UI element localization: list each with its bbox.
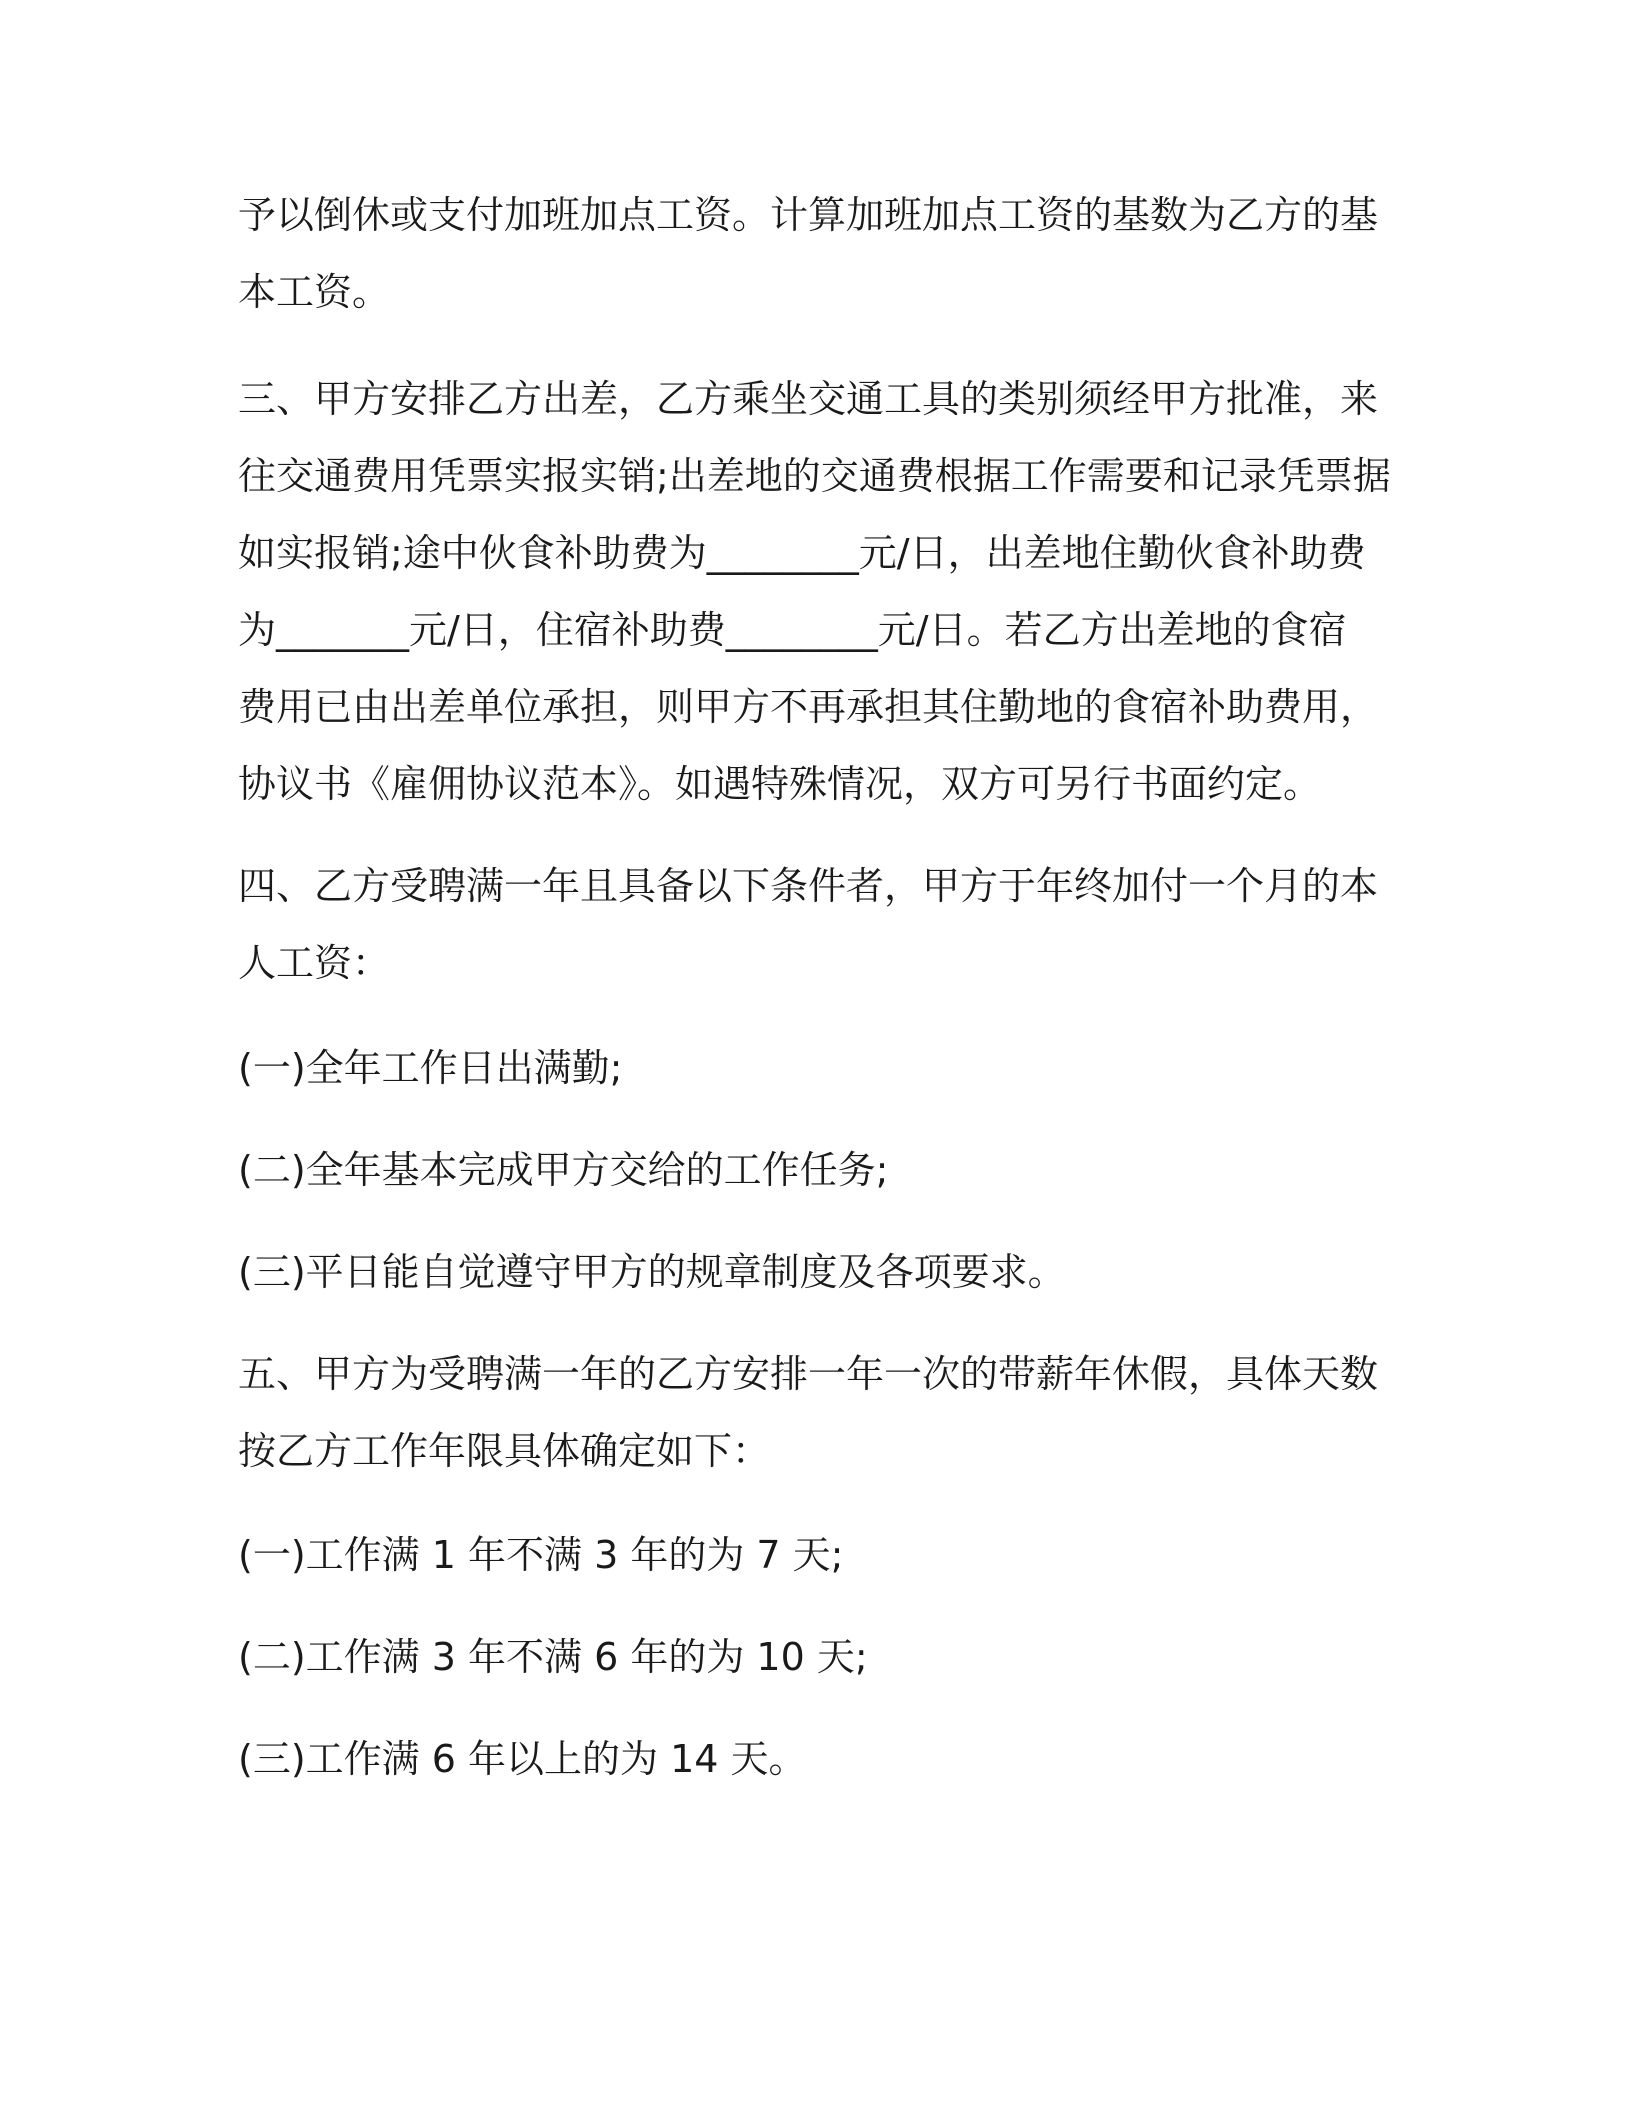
text-line: 往交通费用凭票实报实销;出差地的交通费根据工作需要和记录凭票据 <box>238 454 1391 498</box>
text-line: 为_______元/日，住宿补助费________元/日。若乙方出差地的食宿 <box>238 608 1347 652</box>
text-line: 费用已由出差单位承担，则甲方不再承担其住勤地的食宿补助费用， <box>238 685 1379 729</box>
text-line: 人工资： <box>238 941 391 985</box>
text-line: (三)工作满 6 年以上的为 14 天。 <box>238 1737 807 1781</box>
text-line: 四、乙方受聘满一年且具备以下条件者，甲方于年终加付一个月的本 <box>238 864 1379 908</box>
text-line: 予以倒休或支付加班加点工资。计算加班加点工资的基数为乙方的基 <box>238 193 1379 237</box>
text-line: 按乙方工作年限具体确定如下： <box>238 1429 771 1473</box>
text-line: (二)全年基本完成甲方交给的工作任务; <box>238 1148 889 1192</box>
text-line: 五、甲方为受聘满一年的乙方安排一年一次的带薪年休假，具体天数 <box>238 1352 1379 1396</box>
text-line: (一)全年工作日出满勤; <box>238 1046 623 1090</box>
text-line: (一)工作满 1 年不满 3 年的为 7 天; <box>238 1533 844 1577</box>
text-line: (三)平日能自觉遵守甲方的规章制度及各项要求。 <box>238 1250 1066 1294</box>
text-line: 三、甲方安排乙方出差，乙方乘坐交通工具的类别须经甲方批准，来 <box>238 377 1379 421</box>
text-line: 本工资。 <box>238 270 391 314</box>
text-line: (二)工作满 3 年不满 6 年的为 10 天; <box>238 1635 868 1679</box>
text-line: 协议书《雇佣协议范本》。如遇特殊情况，双方可另行书面约定。 <box>238 762 1322 806</box>
text-line: 如实报销;途中伙食补助费为________元/日，出差地住勤伙食补助费 <box>238 531 1366 575</box>
